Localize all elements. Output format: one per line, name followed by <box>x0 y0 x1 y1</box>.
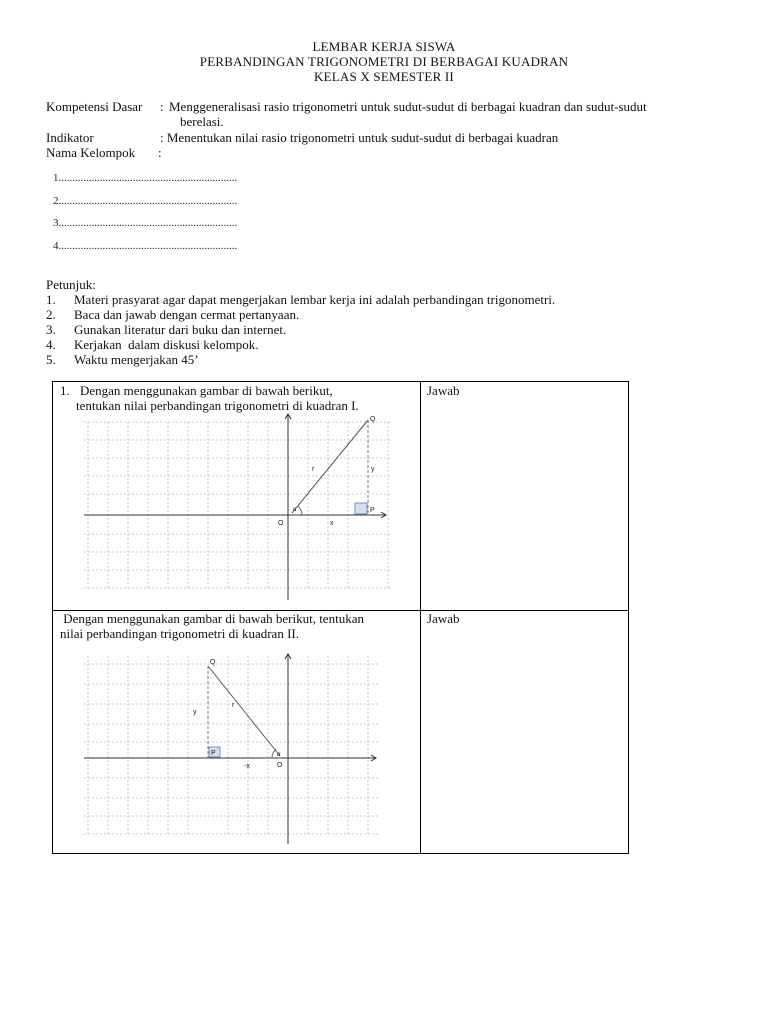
member-line-2[interactable]: 2................................................................. <box>53 195 238 207</box>
q2-label-o: O <box>277 762 283 769</box>
q1-label-alpha: α <box>293 507 297 513</box>
petunjuk-num-5: 5. <box>46 352 56 367</box>
q1-number: 1. <box>60 383 70 398</box>
kd-text-2: berelasi. <box>180 114 224 129</box>
q1-right-angle-marker <box>355 503 367 514</box>
petunjuk-item-5: Waktu mengerjakan 45’ <box>74 352 199 367</box>
q2-figure <box>80 648 400 848</box>
q2-label-r: r <box>232 702 235 709</box>
q2-label-x: -x <box>244 763 250 770</box>
q1-text-1: Dengan menggunakan gambar di bawah berikut, <box>80 383 333 398</box>
petunjuk-item-1: Materi prasyarat agar dapat mengerjakan lembar kerja ini adalah perbandingan trigonometri. <box>74 292 556 307</box>
q2-text-1: Dengan menggunakan gambar di bawah berikut, tentukan <box>60 611 364 626</box>
q1-figure <box>80 410 400 605</box>
petunjuk-num-3: 3. <box>46 322 56 337</box>
petunjuk-num-4: 4. <box>46 337 56 352</box>
q2-answer-area[interactable] <box>421 626 627 851</box>
q1-label-o: O <box>278 520 284 527</box>
q2-label-y: y <box>193 709 197 716</box>
member-line-4[interactable]: 4................................................................. <box>53 240 238 252</box>
q1-label-y: y <box>371 466 375 473</box>
q1-angle-arc <box>298 506 302 515</box>
indikator-label: Indikator <box>46 130 94 145</box>
q2-grid <box>84 656 380 836</box>
petunjuk-item-4: Kerjakan dalam diskusi kelompok. <box>74 337 259 352</box>
q1-answer-label: Jawab <box>427 383 460 398</box>
petunjuk-title: Petunjuk: <box>46 277 96 292</box>
q2-answer-label: Jawab <box>427 611 460 626</box>
nama-kelompok-colon: : <box>158 145 162 160</box>
petunjuk-num-2: 2. <box>46 307 56 322</box>
q1-label-r: r <box>312 466 315 473</box>
petunjuk-item-3: Gunakan literatur dari buku dan internet. <box>74 322 287 337</box>
q1-label-p: P <box>370 507 375 514</box>
q1-text-2: tentukan nilai perbandingan trigonometri di kuadran I. <box>76 398 359 413</box>
q1-hypotenuse-r <box>292 420 368 513</box>
q1-answer-area[interactable] <box>421 398 627 608</box>
q1-grid <box>84 422 390 590</box>
q2-hypotenuse-r <box>208 666 280 756</box>
nama-kelompok-label: Nama Kelompok <box>46 145 136 160</box>
q1-label-x: x <box>330 520 334 527</box>
title-line-3: KELAS X SEMESTER II <box>314 69 454 84</box>
title-line-2: PERBANDINGAN TRIGONOMETRI DI BERBAGAI KUADRAN <box>199 54 569 69</box>
petunjuk-item-2: Baca dan jawab dengan cermat pertanyaan. <box>74 307 300 322</box>
kd-colon: : <box>160 99 164 114</box>
kd-label: Kompetensi Dasar <box>46 99 143 114</box>
member-line-1[interactable]: 1................................................................. <box>53 172 238 184</box>
member-line-3[interactable]: 3................................................................. <box>53 217 238 229</box>
q1-label-q: Q <box>370 416 376 423</box>
q2-label-q: Q <box>210 659 216 666</box>
q2-label-alpha: α <box>277 752 281 758</box>
q2-text-2: nilai perbandingan trigonometri di kuadran II. <box>60 626 299 641</box>
petunjuk-num-1: 1. <box>46 292 56 307</box>
title-line-1: LEMBAR KERJA SISWA <box>312 39 456 54</box>
q2-label-p: P <box>211 750 216 757</box>
indikator-text: : Menentukan nilai rasio trigonometri untuk sudut-sudut di berbagai kuadran <box>160 130 559 145</box>
kd-text-1: Menggeneralisasi rasio trigonometri untuk sudut-sudut di berbagai kuadran dan sudut-sudut <box>169 99 647 114</box>
